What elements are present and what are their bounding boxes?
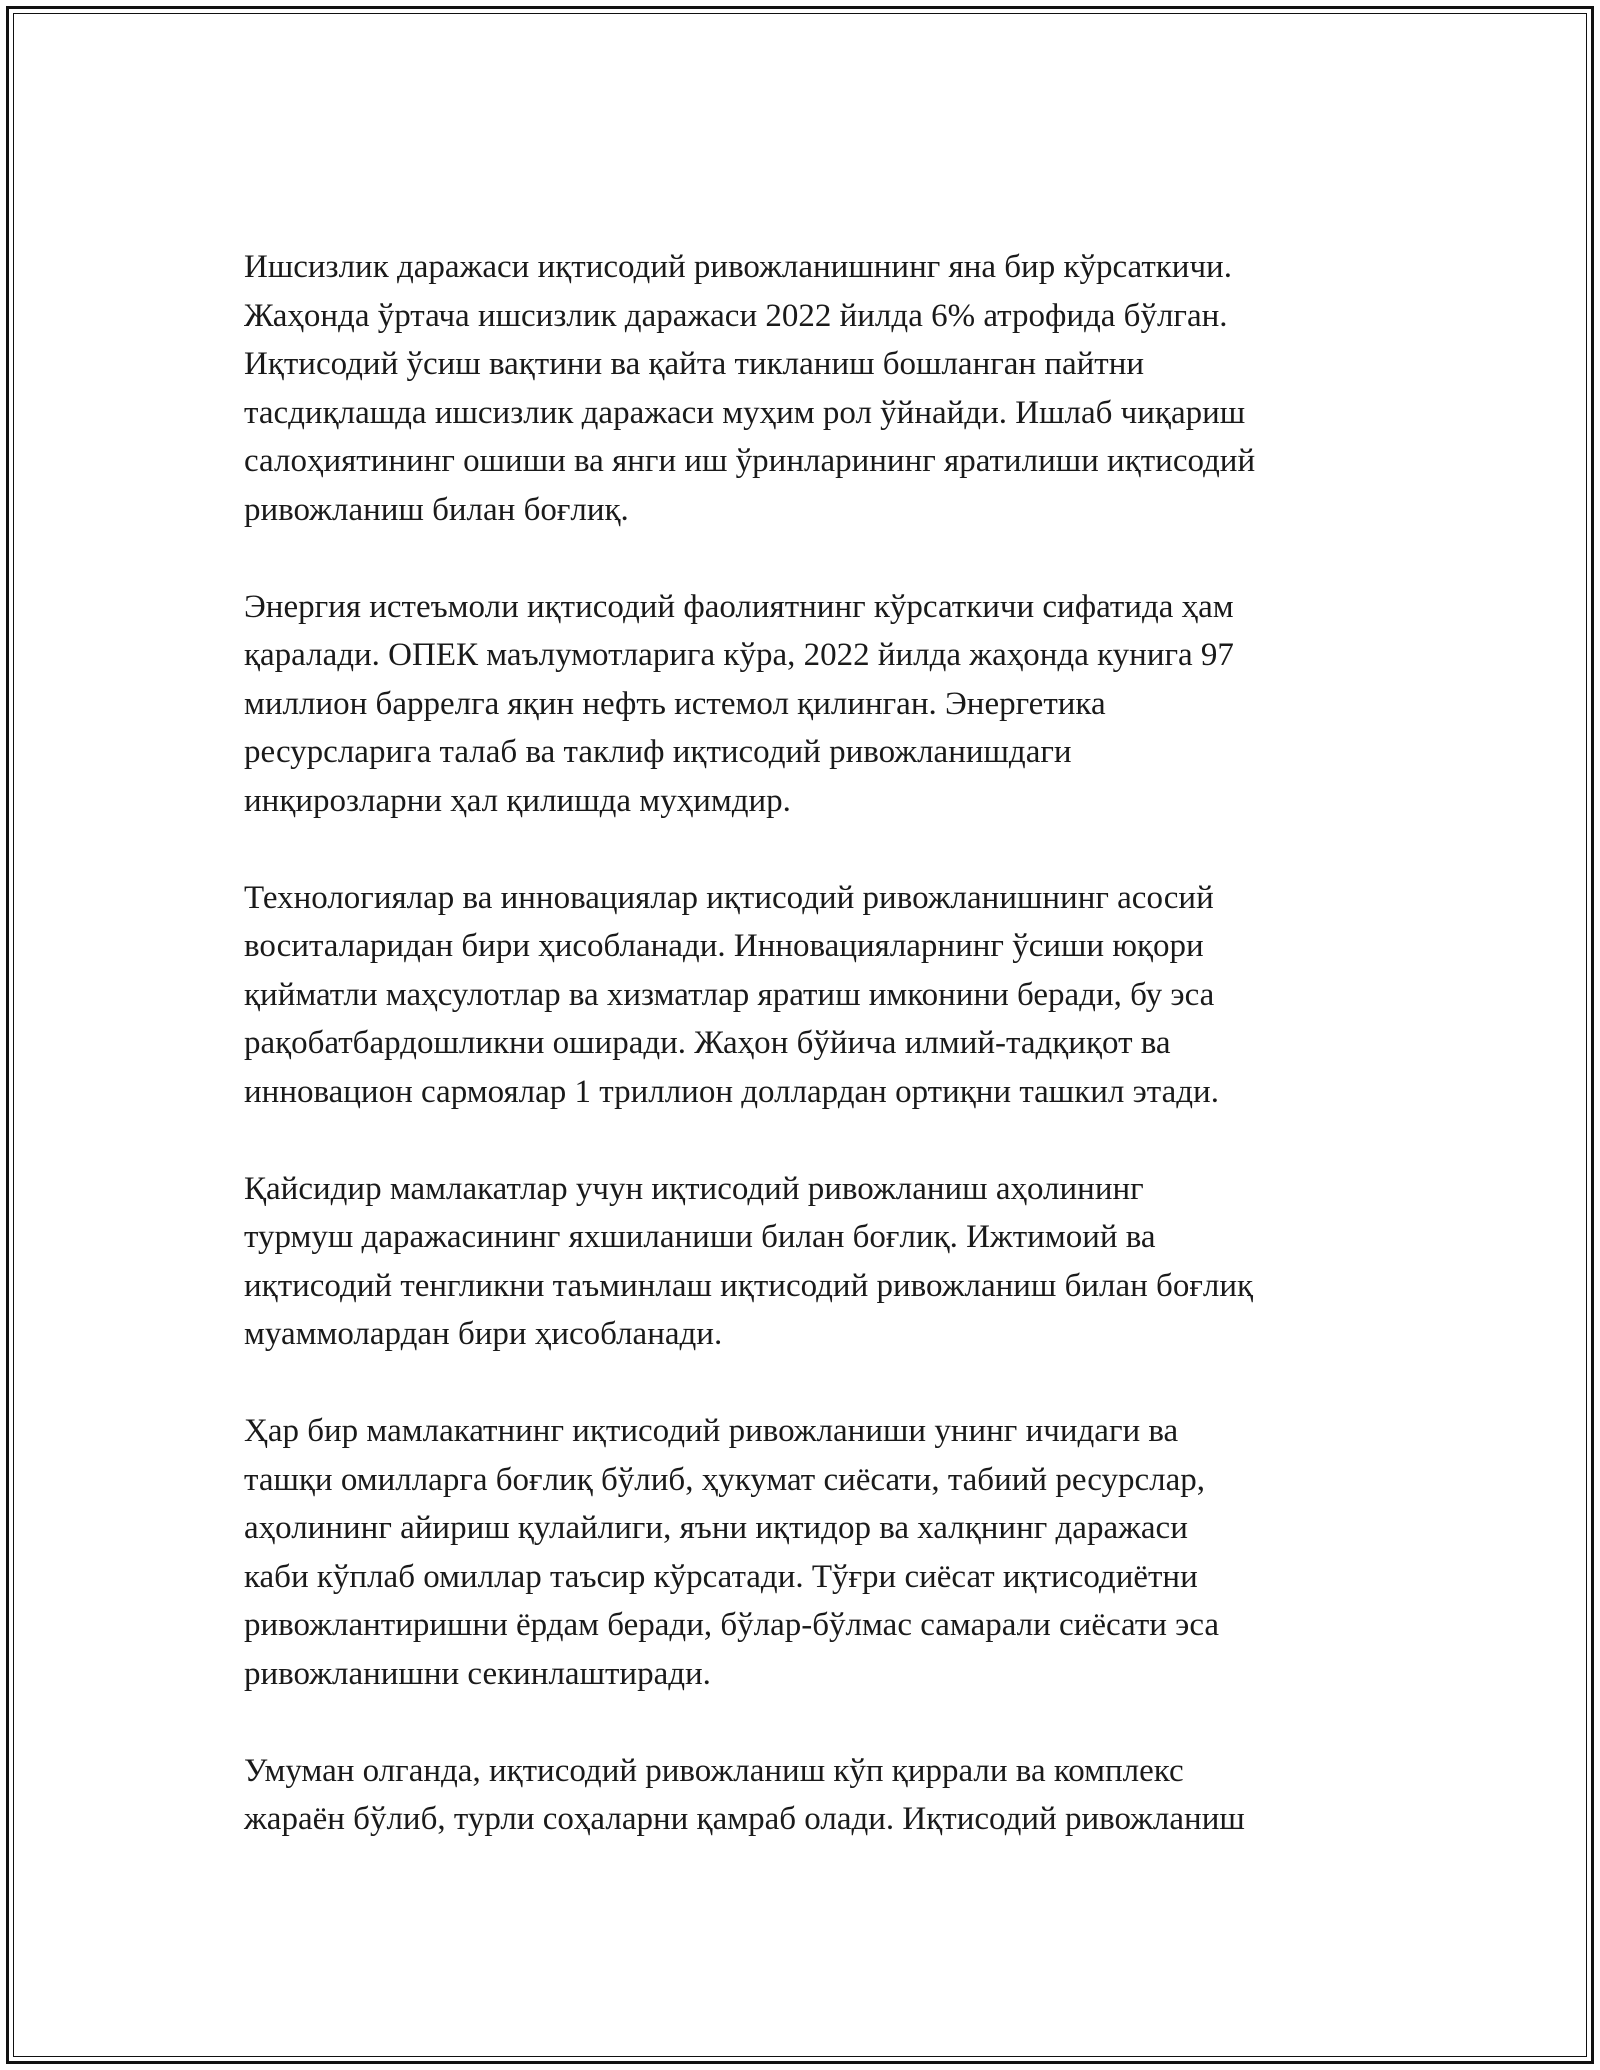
text-line: қаралади. ОПЕК маълумотларига кўра, 2022 йилда жаҳонда кунига 97 [244, 637, 1234, 673]
text-line: Қайсидир мамлакатлар учун иқтисодий ривожланиш аҳолининг [244, 1170, 1144, 1207]
text-line: турмуш даражасининг яхшиланиши билан боғлиқ. Ижтимоий ва [244, 1219, 1156, 1255]
text-line: иқтисодий тенгликни таъминлаш иқтисодий ривожланиш билан боғлиқ [244, 1267, 1254, 1304]
text-line: муаммолардан бири ҳисобланади. [244, 1316, 723, 1352]
document-body [244, 243, 1424, 1892]
paragraph-6 [244, 1747, 1424, 1844]
text-line: воситаларидан бири ҳисобланади. Инновацияларнинг ўсиши юқори [244, 928, 1204, 964]
text-line: Жаҳонда ўртача ишсизлик даражаси 2022 йилда 6% атрофида бўлган. [244, 297, 1228, 334]
text-line: инқирозларни ҳал қилишда муҳимдир. [244, 782, 791, 819]
text-line: жараён бўлиб, турли соҳаларни қамраб олади. Иқтисодий ривожланиш [244, 1801, 1245, 1837]
paragraph-3 [244, 874, 1424, 1117]
text-line: салоҳиятининг ошиши ва янги иш ўринларининг яратилиши иқтисодий [244, 443, 1256, 479]
text-line: каби кўплаб омиллар таъсир кўрсатади. Тўғри сиёсат иқтисодиётни [244, 1558, 1198, 1595]
text-line: Ишсизлик даражаси иқтисодий ривожланишнинг яна бир кўрсаткичи. [244, 249, 1232, 285]
text-line: Технологиялар ва инновациялар иқтисодий ривожланишнинг асосий [244, 879, 1214, 916]
paragraph-2 [244, 583, 1424, 826]
text-line: рақобатбардошликни оширади. Жаҳон бўйича илмий-тадқиқот ва [244, 1025, 1171, 1061]
text-line: ресурсларига талаб ва таклиф иқтисодий ривожланишдаги [244, 734, 1072, 770]
text-line: Ҳар бир мамлакатнинг иқтисодий ривожланиши унинг ичидаги ва [244, 1413, 1179, 1449]
text-line: миллион баррелга яқин нефть истемол қилинган. Энергетика [244, 685, 1106, 722]
text-line: ривожлантиришни ёрдам беради, бўлар-бўлмас самарали сиёсати эса [244, 1607, 1220, 1643]
text-line: ривожланишни секинлаштиради. [244, 1655, 711, 1692]
text-line: аҳолининг айириш қулайлиги, яъни иқтидор ва халқнинг даражаси [244, 1510, 1188, 1546]
paragraph-5 [244, 1407, 1424, 1698]
paragraph-1 [244, 243, 1424, 534]
text-line: ривожланиш билан боғлиқ. [244, 491, 629, 528]
text-line: Иқтисодий ўсиш вақтини ва қайта тикланиш бошланган пайтни [244, 346, 1145, 382]
paragraph-4 [244, 1165, 1424, 1359]
text-line: инновацион сармоялар 1 триллион доллардан ортиқни ташкил этади. [244, 1073, 1219, 1110]
text-line: тасдиқлашда ишсизлик даражаси муҳим рол ўйнайди. Ишлаб чиқариш [244, 394, 1246, 431]
page-frame [6, 6, 1594, 2064]
text-line: Энергия истеъмоли иқтисодий фаолиятнинг кўрсаткичи сифатида ҳам [244, 588, 1234, 625]
text-line: қийматли маҳсулотлар ва хизматлар яратиш имконини беради, бу эса [244, 976, 1215, 1013]
text-line: ташқи омилларга боғлиқ бўлиб, ҳукумат сиёсати, табиий ресурслар, [244, 1461, 1206, 1498]
text-line: Умуман олганда, иқтисодий ривожланиш кўп қиррали ва комплекс [244, 1752, 1184, 1789]
